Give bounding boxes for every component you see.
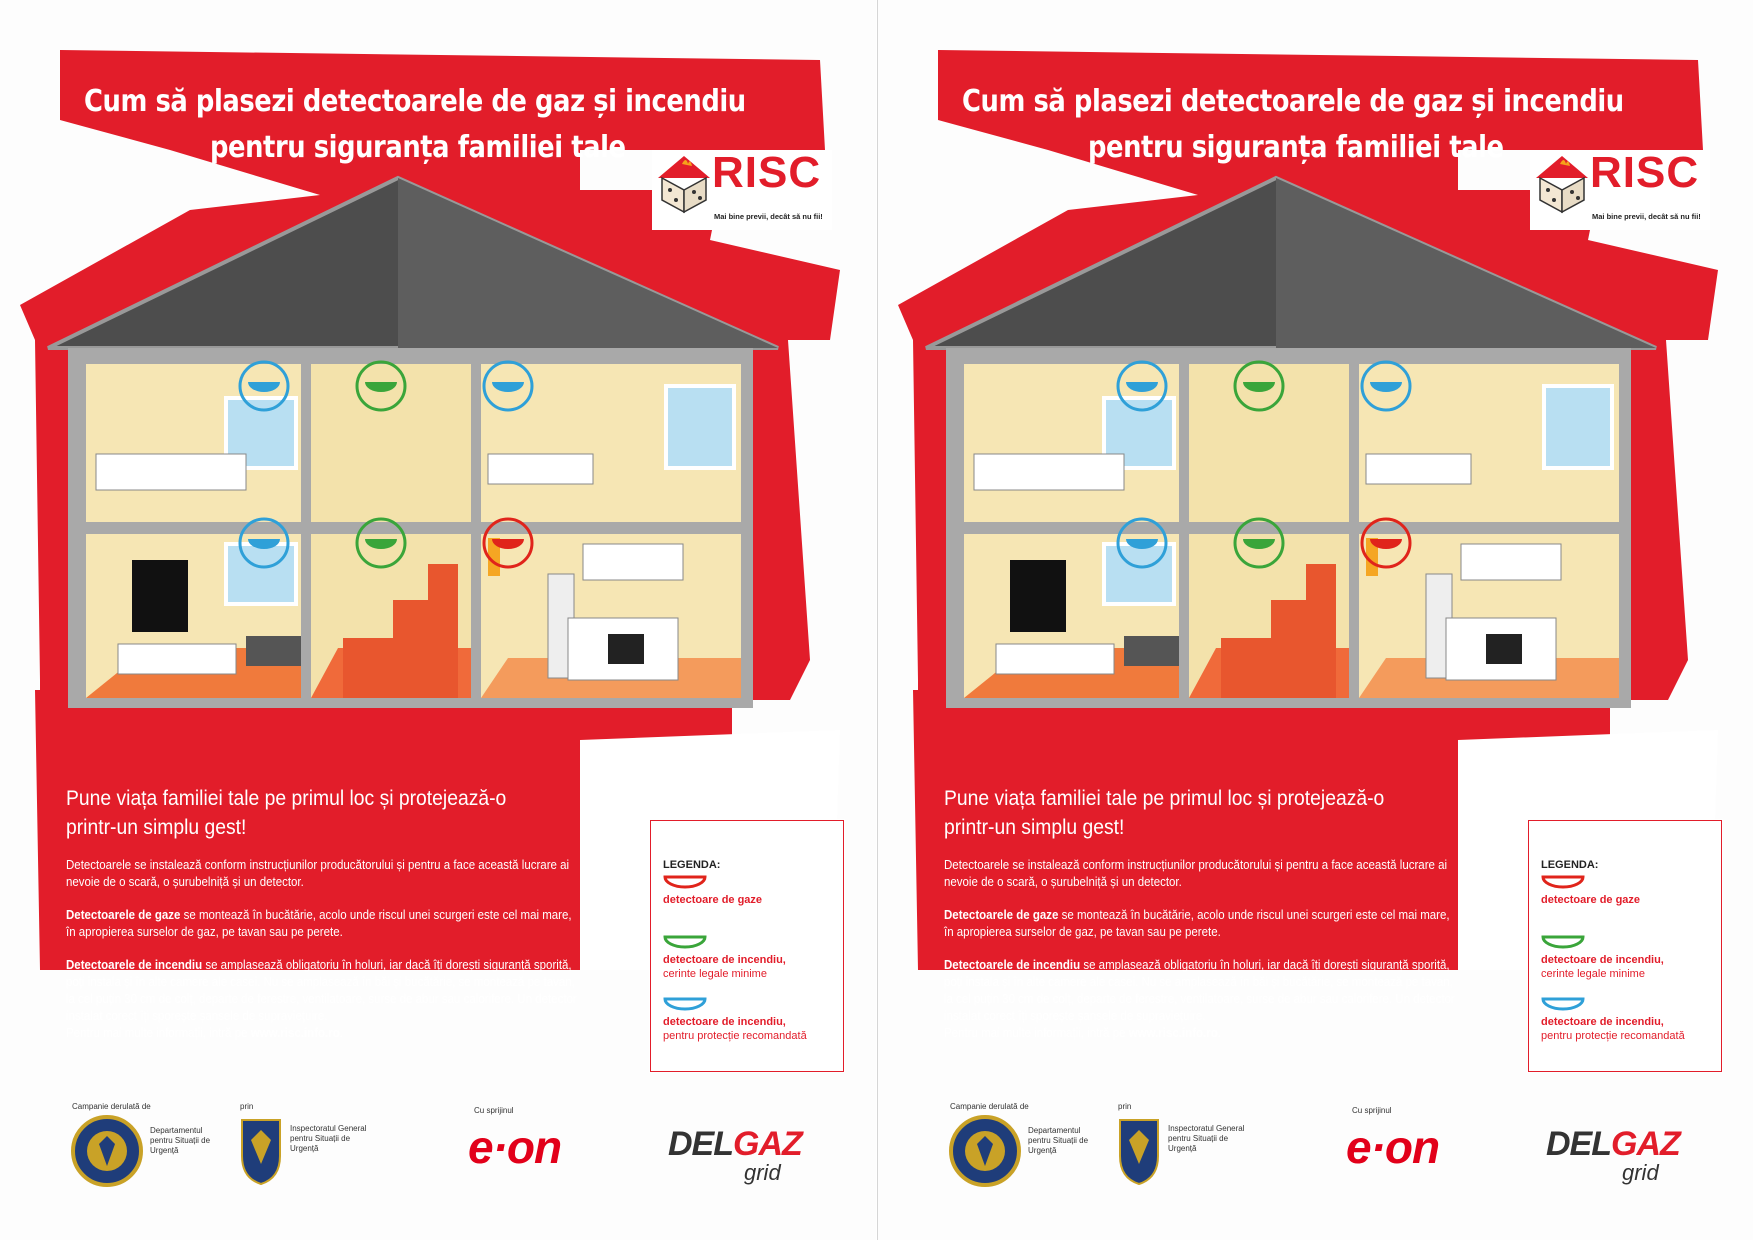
para-fire-bold: Detectoarele de incendiu [944,958,1081,972]
title-line-2: pentru siguranța familiei tale [210,130,626,165]
eon-logo: e·on [1346,1121,1440,1173]
para-more-post: . [339,1026,343,1040]
house-cutaway-illustration [906,168,1736,748]
para-more-post: . [1217,1026,1221,1040]
dsu-name: Departamentul pentru Situații de Urgență [150,1126,211,1155]
risc-wordmark: RISC [712,148,822,197]
igsu-crest-icon [1116,1116,1162,1186]
poster-right [877,0,1753,1240]
para-more-pre: Pentru mai multe informații, intră pe [66,1026,251,1040]
slogan: Pune viața familiei tale pe primul loc și protejează-o printr-un simplu gest! [66,787,507,839]
igsu-name: Inspectoratul General pentru Situații de Urgență [1168,1124,1245,1153]
dsu-seal-icon [948,1114,1022,1188]
title-line-1: Cum să plasezi detectoarele de gaz și incendiu [84,84,746,119]
body-text [944,857,1459,1042]
para-more-pre: Pentru mai multe informații, intră pe [944,1026,1129,1040]
website-link[interactable]: www.risc.info.ro [250,1026,340,1040]
eon-logo: e·on [468,1121,562,1173]
slogan: Pune viața familiei tale pe primul loc și protejează-o printr-un simplu gest! [944,787,1385,839]
legend-box [1528,820,1722,1072]
para-gas [944,907,1459,941]
delgaz-logo: DELGAZ [668,1125,802,1163]
legend-gas: detectoare de gaze [663,894,763,906]
para-intro: Detectoarele se instalează conform instrucțiunilor producătorului și pentru a face această lucrare ai nevoie de o scară, o șurubelniță și un detector. [944,858,1448,889]
prin-caption: prin [240,1102,254,1111]
risc-wordmark: RISC [1590,148,1700,197]
support-caption: Cu sprijinul [1352,1106,1392,1115]
para-gas [66,907,581,941]
fire-rec-detector-icon [1541,997,1585,1011]
para-fire [944,957,1459,1042]
para-fire [66,957,581,1042]
legend-title: LEGENDA: [1541,859,1599,871]
house-cutaway-illustration [28,168,858,748]
gas-detector-icon [663,875,707,889]
para-gas-rest: se montează în bucătărie, acolo unde riscul unei scurgeri este cel mai mare, în apropierea surselor de gaz, pe tavan sau pe perete. [66,908,572,939]
para-gas-rest: se montează în bucătărie, acolo unde riscul unei scurgeri este cel mai mare, în apropierea surselor de gaz, pe tavan sau pe perete. [944,908,1450,939]
title-line-2: pentru siguranța familiei tale [1088,130,1504,165]
dsu-name: Departamentul pentru Situații de Urgență [1028,1126,1089,1155]
legend-fire-min: detectoare de incendiu, cerinte legale minime [663,954,786,980]
body-text [66,857,581,1042]
legend-fire-rec: detectoare de incendiu, pentru protecție recomandată [1541,1016,1685,1042]
para-fire-rest: se amplasează obligatoriu în holuri, iar dacă îți dorești siguranță sporită, poți instala și în alte camere ale casei. Nu se amplasează în băi și bucătărie, se montează pe tavan, la cel puțin 30 cm de colț, departe de ferestre, ventilatoare, surse de abur sau calorifere. Un detector instalat corect îți sporește șansele de supraviețuire. [944,958,1455,1023]
gas-detector-icon [1541,875,1585,889]
igsu-name: Inspectoratul General pentru Situații de Urgență [290,1124,367,1153]
prin-caption: prin [1118,1102,1132,1111]
fire-rec-detector-icon [663,997,707,1011]
legend-fire-rec: detectoare de incendiu, pentru protecție recomandată [663,1016,807,1042]
delgaz-grid: grid [744,1160,781,1185]
para-gas-bold: Detectoarele de gaze [66,908,181,922]
legend-fire-min: detectoare de incendiu, cerinte legale minime [1541,954,1664,980]
risc-tagline: Mai bine previi, decât să nu fii! [714,212,823,221]
legend-title: LEGENDA: [663,859,721,871]
title-line-1: Cum să plasezi detectoarele de gaz și incendiu [962,84,1624,119]
fire-min-detector-icon [1541,935,1585,949]
para-intro: Detectoarele se instalează conform instrucțiunilor producătorului și pentru a face această lucrare ai nevoie de o scară, o șurubelniță și un detector. [66,858,570,889]
igsu-crest-icon [238,1116,284,1186]
para-fire-bold: Detectoarele de incendiu [66,958,203,972]
legend-gas: detectoare de gaze [1541,894,1641,906]
delgaz-grid: grid [1622,1160,1659,1185]
risc-tagline: Mai bine previi, decât să nu fii! [1592,212,1701,221]
para-gas-bold: Detectoarele de gaze [944,908,1059,922]
campaign-caption: Campanie derulată de [72,1102,151,1111]
legend-box [650,820,844,1072]
poster-left [0,0,876,1240]
dsu-seal-icon [70,1114,144,1188]
para-fire-rest: se amplasează obligatoriu în holuri, iar dacă îți dorești siguranță sporită, poți instala și în alte camere ale casei. Nu se amplasează în băi și bucătărie, se montează pe tavan, la cel puțin 30 cm de colț, departe de ferestre, ventilatoare, surse de abur sau calorifere. Un detector instalat corect îți sporește șansele de supraviețuire. [66,958,577,1023]
fire-min-detector-icon [663,935,707,949]
campaign-caption: Campanie derulată de [950,1102,1029,1111]
website-link[interactable]: www.risc.info.ro [1128,1026,1218,1040]
delgaz-logo: DELGAZ [1546,1125,1680,1163]
support-caption: Cu sprijinul [474,1106,514,1115]
